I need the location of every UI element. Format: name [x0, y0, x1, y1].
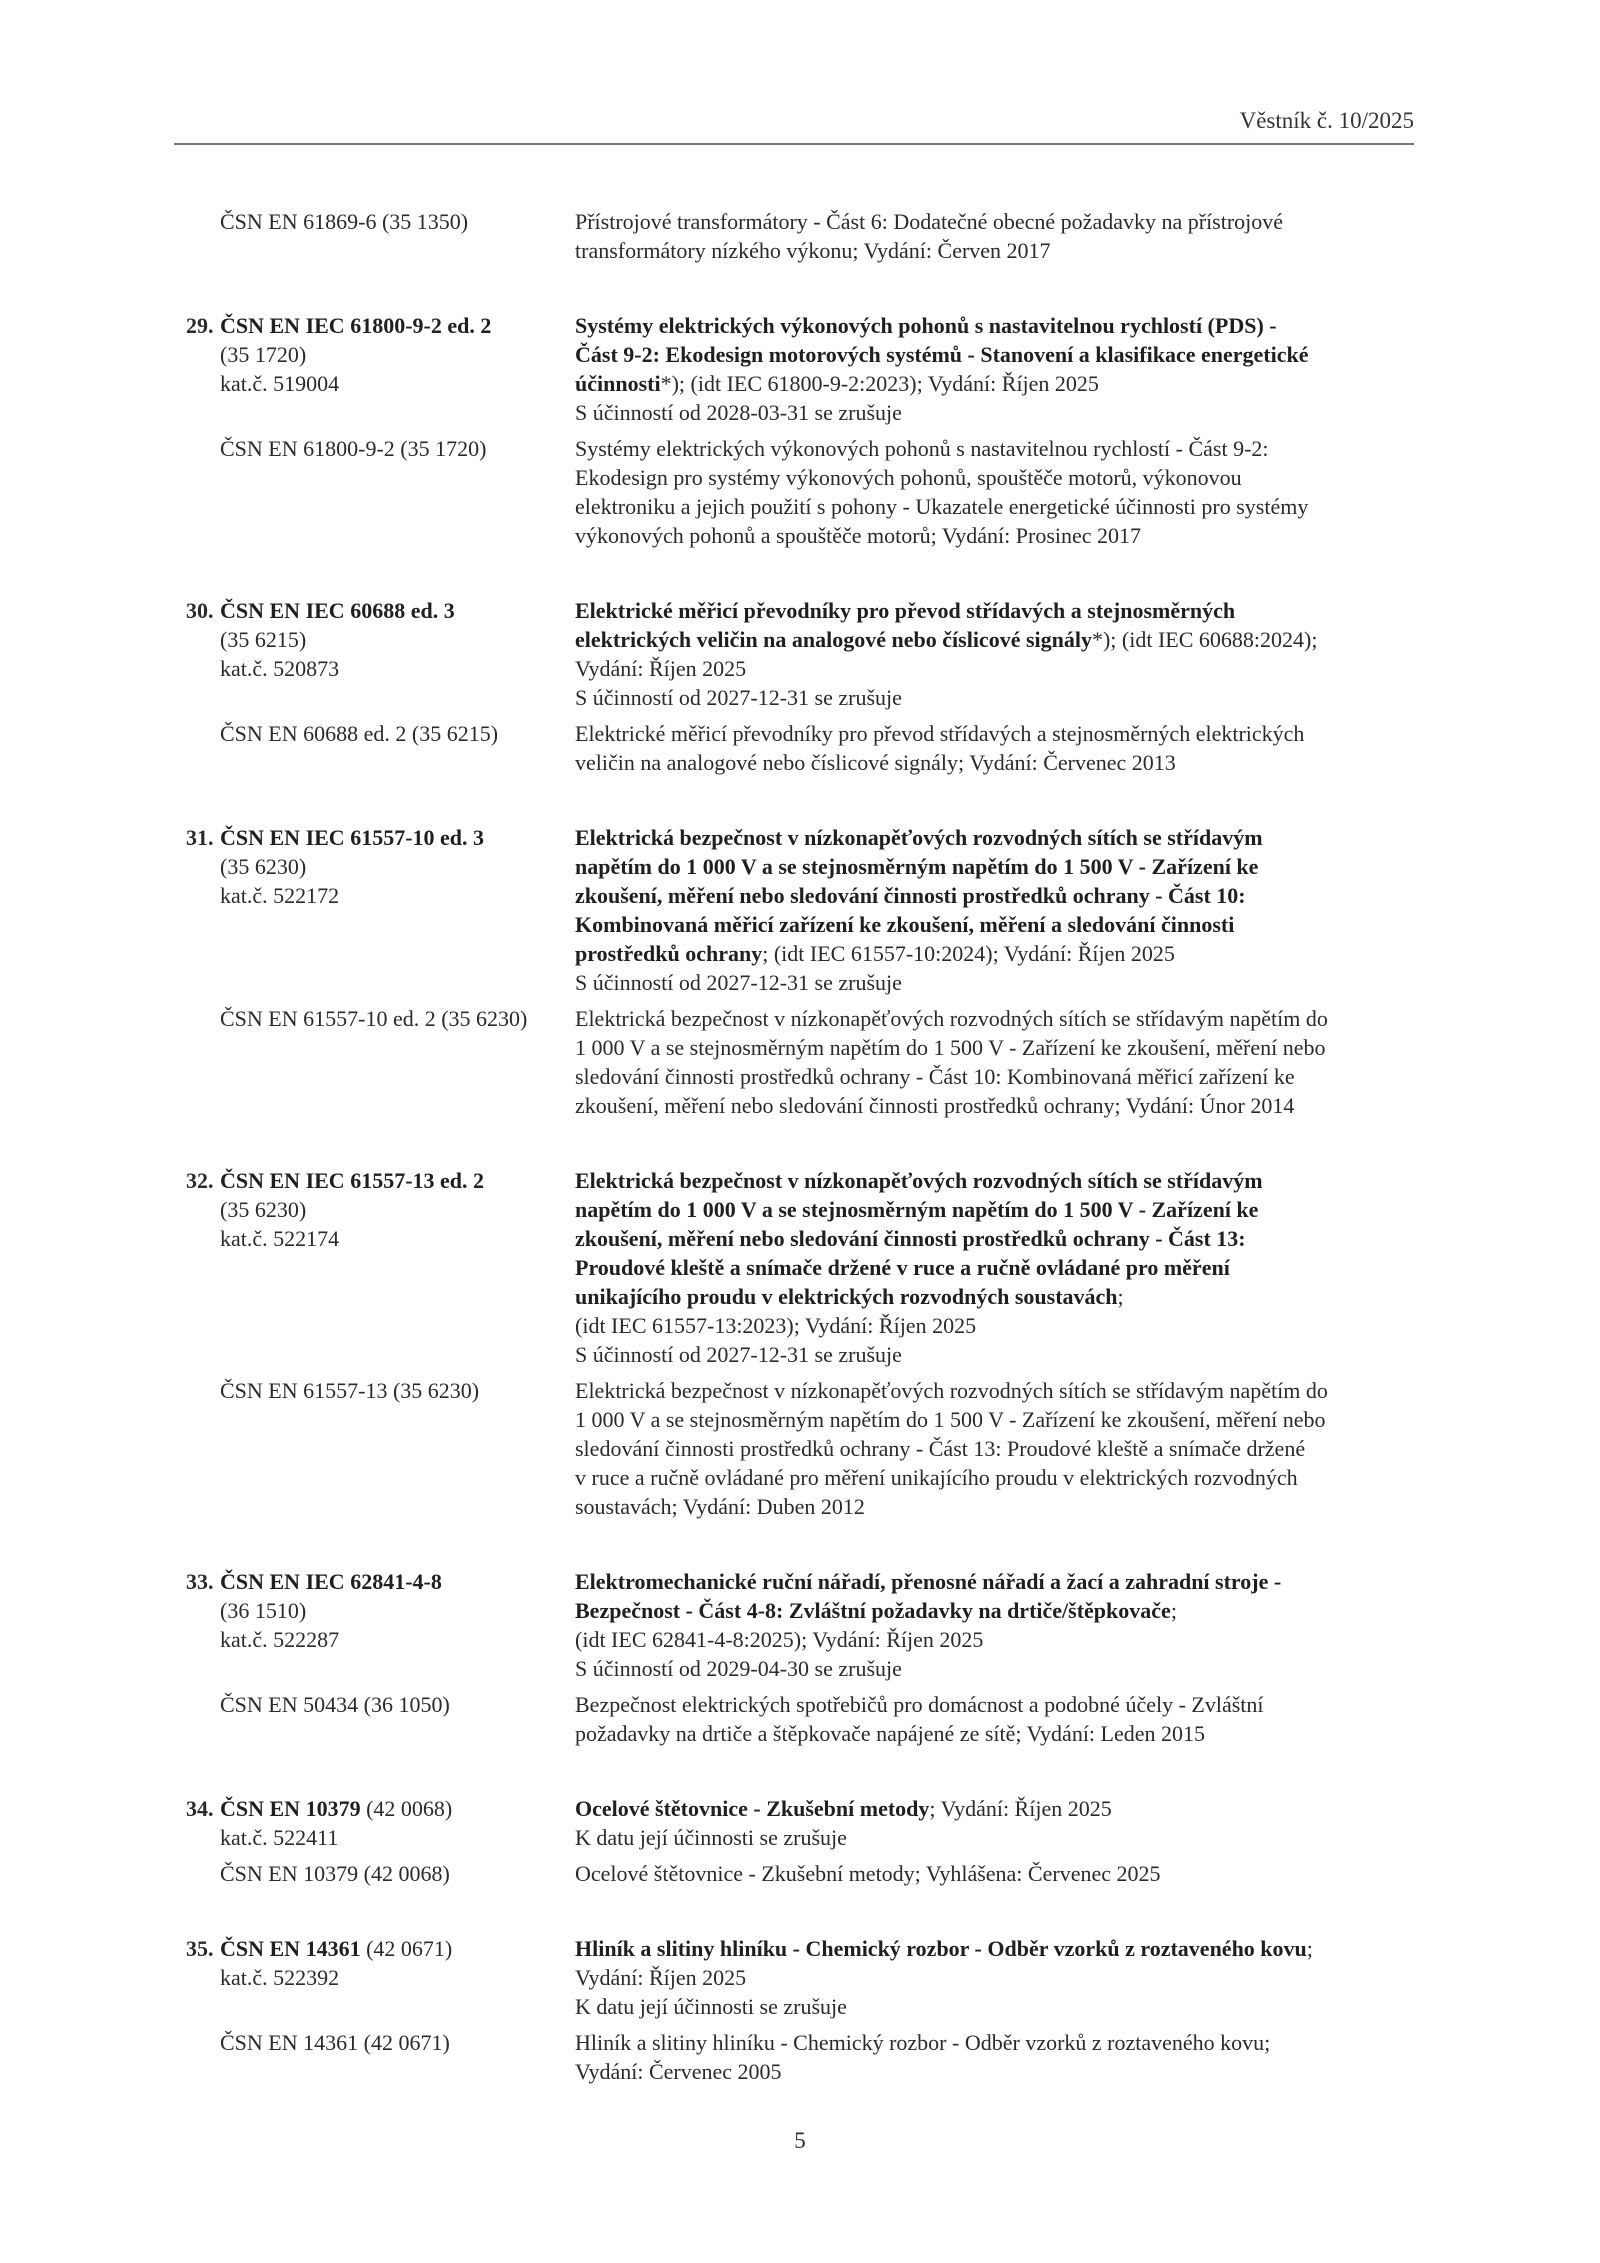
text: ČSN EN 60688 ed. 2 (35 6215) — [220, 721, 499, 746]
text: S účinností od 2027-12-31 se zrušuje — [575, 1342, 902, 1367]
standard-description — [575, 1166, 1415, 1369]
new-standard-row — [0, 823, 1600, 997]
text-line — [220, 1567, 575, 1596]
entry-number: 33. — [186, 1569, 214, 1594]
text-line — [575, 748, 1415, 777]
standard-designation — [0, 207, 575, 265]
text-line — [575, 654, 1415, 683]
text: (36 1510) — [220, 1598, 307, 1623]
text-line — [220, 1224, 575, 1253]
entry-number: 32. — [186, 1168, 214, 1193]
text: S účinností od 2029-04-30 se zrušuje — [575, 1656, 902, 1681]
text-line — [575, 1492, 1415, 1521]
new-standard-row — [0, 1794, 1600, 1852]
text-line — [220, 596, 575, 625]
bold-text: ČSN EN IEC 62841-4-8 — [220, 1569, 442, 1594]
text-line — [220, 852, 575, 881]
text-line — [575, 823, 1415, 852]
standards-list — [0, 207, 1600, 2086]
bold-text: ČSN EN 14361 — [220, 1936, 361, 1961]
bold-text: napětím do 1 000 V a se stejnosměrným napětím do 1 500 V - Zařízení ke — [575, 1197, 1259, 1222]
text-line — [220, 1794, 575, 1823]
bold-text: ČSN EN IEC 61557-13 ed. 2 — [220, 1168, 485, 1193]
text: Přístrojové transformátory - Část 6: Dodatečné obecné požadavky na přístrojové — [575, 209, 1284, 234]
standard-entry — [0, 1166, 1600, 1521]
text-line — [575, 398, 1415, 427]
bold-text: Kombinovaná měřicí zařízení ke zkoušení, měření a sledování činnosti — [575, 912, 1235, 937]
standard-entry — [0, 207, 1600, 265]
text: Ocelové štětovnice - Zkušební metody; Vyhlášena: Červenec 2025 — [575, 1861, 1161, 1886]
text-line — [575, 1405, 1415, 1434]
text-line — [575, 1463, 1415, 1492]
standard-designation — [0, 434, 575, 550]
text-line — [575, 1062, 1415, 1091]
text: K datu její účinnosti se zrušuje — [575, 1994, 847, 2019]
text-line — [220, 1859, 575, 1888]
text: Elektrická bezpečnost v nízkonapěťových rozvodných sítích se střídavým napětím do — [575, 1006, 1328, 1031]
bold-text: Systémy elektrických výkonových pohonů s nastavitelnou rychlostí (PDS) - — [575, 313, 1277, 338]
text: v ruce a ručně ovládané pro měření unikajícího proudu v elektrických rozvodných — [575, 1465, 1298, 1490]
text-line — [575, 1311, 1415, 1340]
bold-text: zkoušení, měření nebo sledování činnosti prostředků ochrany - Část 10: — [575, 883, 1246, 908]
new-standard-row — [0, 1166, 1600, 1369]
text: Elektrická bezpečnost v nízkonapěťových rozvodných sítích se střídavým napětím do — [575, 1378, 1328, 1403]
standard-designation — [0, 1166, 575, 1369]
text: (35 6230) — [220, 1197, 307, 1222]
text-line — [220, 311, 575, 340]
replaced-standard-row — [0, 1690, 1600, 1748]
standard-designation — [0, 1376, 575, 1521]
text-line — [220, 654, 575, 683]
replaced-standard-row — [0, 434, 1600, 550]
text: Ekodesign pro systémy výkonových pohonů, spouštěče motorů, výkonovou — [575, 465, 1242, 490]
standard-description — [575, 1794, 1415, 1852]
text-line — [220, 1195, 575, 1224]
text: ČSN EN 61800-9-2 (35 1720) — [220, 436, 487, 461]
text-line — [575, 1719, 1415, 1748]
new-standard-row — [0, 1567, 1600, 1683]
bold-text: ČSN EN 10379 — [220, 1796, 361, 1821]
text-line — [575, 1033, 1415, 1062]
text-line — [575, 968, 1415, 997]
bold-text: zkoušení, měření nebo sledování činnosti prostředků ochrany - Část 13: — [575, 1226, 1246, 1251]
text: ČSN EN 61557-13 (35 6230) — [220, 1378, 480, 1403]
standard-description — [575, 207, 1415, 265]
text: kat.č. 522411 — [220, 1825, 339, 1850]
standard-designation — [0, 1690, 575, 1748]
bold-text: elektrických veličin na analogové nebo číslicové signály — [575, 627, 1092, 652]
text-line — [575, 1625, 1415, 1654]
standard-designation — [0, 1567, 575, 1683]
text-line — [220, 1596, 575, 1625]
text: *); (idt IEC 61800-9-2:2023); Vydání: Říjen 2025 — [660, 371, 1099, 396]
text-line — [220, 1166, 575, 1195]
text: Vydání: Červenec 2005 — [575, 2059, 782, 2084]
bold-text: ČSN EN IEC 61557-10 ed. 3 — [220, 825, 485, 850]
standard-description — [575, 1934, 1415, 2021]
standard-designation — [0, 2028, 575, 2086]
standard-description — [575, 1567, 1415, 1683]
text: zkoušení, měření nebo sledování činnosti prostředků ochrany; Vydání: Únor 2014 — [575, 1093, 1295, 1118]
text: (idt IEC 61557-13:2023); Vydání: Říjen 2025 — [575, 1313, 977, 1338]
bold-text: prostředků ochrany — [575, 941, 763, 966]
text-line — [575, 910, 1415, 939]
bold-text: Proudové kleště a snímače držené v ruce a ručně ovládané pro měření — [575, 1255, 1230, 1280]
entry-number: 34. — [186, 1796, 214, 1821]
text: veličin na analogové nebo číslicové signály; Vydání: Červenec 2013 — [575, 750, 1176, 775]
text: (35 6230) — [220, 854, 307, 879]
bold-text: Ocelové štětovnice - Zkušební metody — [575, 1796, 930, 1821]
text: *); (idt IEC 60688:2024); — [1091, 627, 1318, 652]
text-line — [575, 2057, 1415, 2086]
text: (42 0671) — [360, 1936, 453, 1961]
text: kat.č. 522287 — [220, 1627, 340, 1652]
standard-entry — [0, 1794, 1600, 1888]
text-line — [575, 1934, 1415, 1963]
text-line — [575, 1794, 1415, 1823]
text-line — [220, 369, 575, 398]
standard-description — [575, 1376, 1415, 1521]
text-line — [575, 1376, 1415, 1405]
text-line — [575, 683, 1415, 712]
text: ; — [1306, 1936, 1313, 1961]
standard-designation — [0, 596, 575, 712]
bold-text: napětím do 1 000 V a se stejnosměrným napětím do 1 500 V - Zařízení ke — [575, 854, 1259, 879]
text: 1 000 V a se stejnosměrným napětím do 1 500 V - Zařízení ke zkoušení, měření nebo — [575, 1407, 1326, 1432]
text: sledování činnosti prostředků ochrany - Část 10: Kombinovaná měřicí zařízení ke — [575, 1064, 1295, 1089]
replaced-standard-row — [0, 1376, 1600, 1521]
text: ; — [1117, 1284, 1124, 1309]
text-line — [220, 434, 575, 463]
text: K datu její účinnosti se zrušuje — [575, 1825, 847, 1850]
text-line — [220, 1823, 575, 1852]
text-line — [575, 434, 1415, 463]
text: transformátory nízkého výkonu; Vydání: Červen 2017 — [575, 238, 1051, 263]
text: Hliník a slitiny hliníku - Chemický rozbor - Odběr vzorků z roztaveného kovu; — [575, 2030, 1271, 2055]
text-line — [220, 625, 575, 654]
text: ČSN EN 10379 (42 0068) — [220, 1861, 450, 1886]
text-line — [575, 1823, 1415, 1852]
standard-entry — [0, 1567, 1600, 1748]
text-line — [575, 1253, 1415, 1282]
text-line — [575, 311, 1415, 340]
replaced-standard-row — [0, 1004, 1600, 1120]
text: Bezpečnost elektrických spotřebičů pro domácnost a podobné účely - Zvláštní — [575, 1692, 1264, 1717]
text-line — [575, 1567, 1415, 1596]
text-line — [575, 1596, 1415, 1625]
text-line — [575, 1434, 1415, 1463]
text: kat.č. 522172 — [220, 883, 340, 908]
bold-text: Část 9-2: Ekodesign motorových systémů - Stanovení a klasifikace energetické — [575, 342, 1309, 367]
text-line — [575, 1195, 1415, 1224]
text: ČSN EN 14361 (42 0671) — [220, 2030, 450, 2055]
text: (42 0068) — [360, 1796, 453, 1821]
standard-description — [575, 1004, 1415, 1120]
text-line — [220, 1625, 575, 1654]
text: (35 1720) — [220, 342, 307, 367]
text: kat.č. 522392 — [220, 1965, 340, 1990]
bold-text: Elektromechanické ruční nářadí, přenosné nářadí a žací a zahradní stroje - — [575, 1569, 1282, 1594]
text-line — [220, 719, 575, 748]
standard-entry — [0, 596, 1600, 777]
standard-description — [575, 2028, 1415, 2086]
text-line — [575, 1690, 1415, 1719]
standard-entry — [0, 311, 1600, 550]
bulletin-title: Věstník č. 10/2025 — [1239, 108, 1414, 133]
text: 1 000 V a se stejnosměrným napětím do 1 500 V - Zařízení ke zkoušení, měření nebo — [575, 1035, 1326, 1060]
text: (35 6215) — [220, 627, 307, 652]
text: ČSN EN 61869-6 (35 1350) — [220, 209, 469, 234]
text: kat.č. 520873 — [220, 656, 340, 681]
text-line — [575, 1224, 1415, 1253]
text-line — [575, 1340, 1415, 1369]
entry-number: 30. — [186, 598, 214, 623]
bold-text: ČSN EN IEC 61800-9-2 ed. 2 — [220, 313, 492, 338]
text: požadavky na drtiče a štěpkovače napájené ze sítě; Vydání: Leden 2015 — [575, 1721, 1206, 1746]
text: Vydání: Říjen 2025 — [575, 1965, 747, 1990]
text: Elektrické měřicí převodníky pro převod střídavých a stejnosměrných elektrických — [575, 721, 1305, 746]
entry-number: 29. — [186, 313, 214, 338]
text-line — [575, 881, 1415, 910]
standard-designation — [0, 311, 575, 427]
text: soustavách; Vydání: Duben 2012 — [575, 1494, 865, 1519]
text-line — [575, 207, 1415, 236]
standard-description — [575, 311, 1415, 427]
replaced-standard-row — [0, 1859, 1600, 1888]
text-line — [220, 881, 575, 910]
text-line — [220, 207, 575, 236]
text: ; Vydání: Říjen 2025 — [929, 1796, 1112, 1821]
text-line — [575, 1859, 1415, 1888]
new-standard-row — [0, 311, 1600, 427]
new-standard-row — [0, 207, 1600, 265]
text-line — [575, 2028, 1415, 2057]
bold-text: unikajícího proudu v elektrických rozvodných soustavách — [575, 1284, 1118, 1309]
text-line — [575, 852, 1415, 881]
text-line — [220, 340, 575, 369]
text: ; — [1170, 1598, 1177, 1623]
text-line — [575, 939, 1415, 968]
standard-designation — [0, 1934, 575, 2021]
text-line — [575, 1992, 1415, 2021]
text: (idt IEC 62841-4-8:2025); Vydání: Říjen 2025 — [575, 1627, 984, 1652]
bold-text: Hliník a slitiny hliníku - Chemický rozbor - Odběr vzorků z roztaveného kovu — [575, 1936, 1307, 1961]
entry-number: 31. — [186, 825, 214, 850]
text: výkonových pohonů a spouštěče motorů; Vydání: Prosinec 2017 — [575, 523, 1142, 548]
standard-description — [575, 434, 1415, 550]
page-number: 5 — [794, 2128, 806, 2153]
text-line — [575, 1091, 1415, 1120]
standard-description — [575, 1690, 1415, 1748]
text: ; (idt IEC 61557-10:2024); Vydání: Říjen 2025 — [762, 941, 1175, 966]
text-line — [220, 1376, 575, 1405]
bold-text: účinnosti — [575, 371, 661, 396]
text: S účinností od 2027-12-31 se zrušuje — [575, 685, 902, 710]
text: Vydání: Říjen 2025 — [575, 656, 747, 681]
text-line — [575, 1004, 1415, 1033]
text-line — [220, 823, 575, 852]
text: kat.č. 519004 — [220, 371, 340, 396]
text-line — [220, 1004, 575, 1033]
text: kat.č. 522174 — [220, 1226, 340, 1251]
bold-text: Elektrické měřicí převodníky pro převod střídavých a stejnosměrných — [575, 598, 1236, 623]
standard-entry — [0, 823, 1600, 1120]
standard-entry — [0, 1934, 1600, 2086]
standard-description — [575, 823, 1415, 997]
text-line — [575, 1654, 1415, 1683]
text: ČSN EN 61557-10 ed. 2 (35 6230) — [220, 1006, 528, 1031]
standard-designation — [0, 1859, 575, 1888]
bold-text: ČSN EN IEC 60688 ed. 3 — [220, 598, 455, 623]
text: Systémy elektrických výkonových pohonů s nastavitelnou rychlostí - Část 9-2: — [575, 436, 1269, 461]
new-standard-row — [0, 1934, 1600, 2021]
page-header — [174, 108, 1414, 145]
bold-text: Elektrická bezpečnost v nízkonapěťových rozvodných sítích se střídavým — [575, 825, 1263, 850]
standard-designation — [0, 719, 575, 777]
bold-text: Bezpečnost - Část 4-8: Zvláštní požadavky na drtiče/štěpkovače — [575, 1598, 1171, 1623]
text-line — [575, 340, 1415, 369]
text: S účinností od 2027-12-31 se zrušuje — [575, 970, 902, 995]
text-line — [575, 1282, 1415, 1311]
standard-description — [575, 596, 1415, 712]
standard-designation — [0, 1794, 575, 1852]
text-line — [575, 625, 1415, 654]
text-line — [220, 1690, 575, 1719]
standard-description — [575, 719, 1415, 777]
new-standard-row — [0, 596, 1600, 712]
text-line — [220, 1963, 575, 1992]
standard-designation — [0, 1004, 575, 1120]
standard-description — [575, 1859, 1415, 1888]
text: elektroniku a jejich použití s pohony - Ukazatele energetické účinnosti pro systémy — [575, 494, 1309, 519]
text-line — [575, 236, 1415, 265]
text: ČSN EN 50434 (36 1050) — [220, 1692, 450, 1717]
replaced-standard-row — [0, 719, 1600, 777]
text-line — [575, 463, 1415, 492]
text-line — [575, 596, 1415, 625]
text-line — [575, 1963, 1415, 1992]
text: S účinností od 2028-03-31 se zrušuje — [575, 400, 902, 425]
text-line — [575, 719, 1415, 748]
bold-text: Elektrická bezpečnost v nízkonapěťových rozvodných sítích se střídavým — [575, 1168, 1263, 1193]
text-line — [575, 492, 1415, 521]
text-line — [575, 1166, 1415, 1195]
text-line — [575, 521, 1415, 550]
text: sledování činnosti prostředků ochrany - Část 13: Proudové kleště a snímače držené — [575, 1436, 1306, 1461]
text-line — [220, 2028, 575, 2057]
text-line — [575, 369, 1415, 398]
entry-number: 35. — [186, 1936, 214, 1961]
replaced-standard-row — [0, 2028, 1600, 2086]
standard-designation — [0, 823, 575, 997]
text-line — [220, 1934, 575, 1963]
